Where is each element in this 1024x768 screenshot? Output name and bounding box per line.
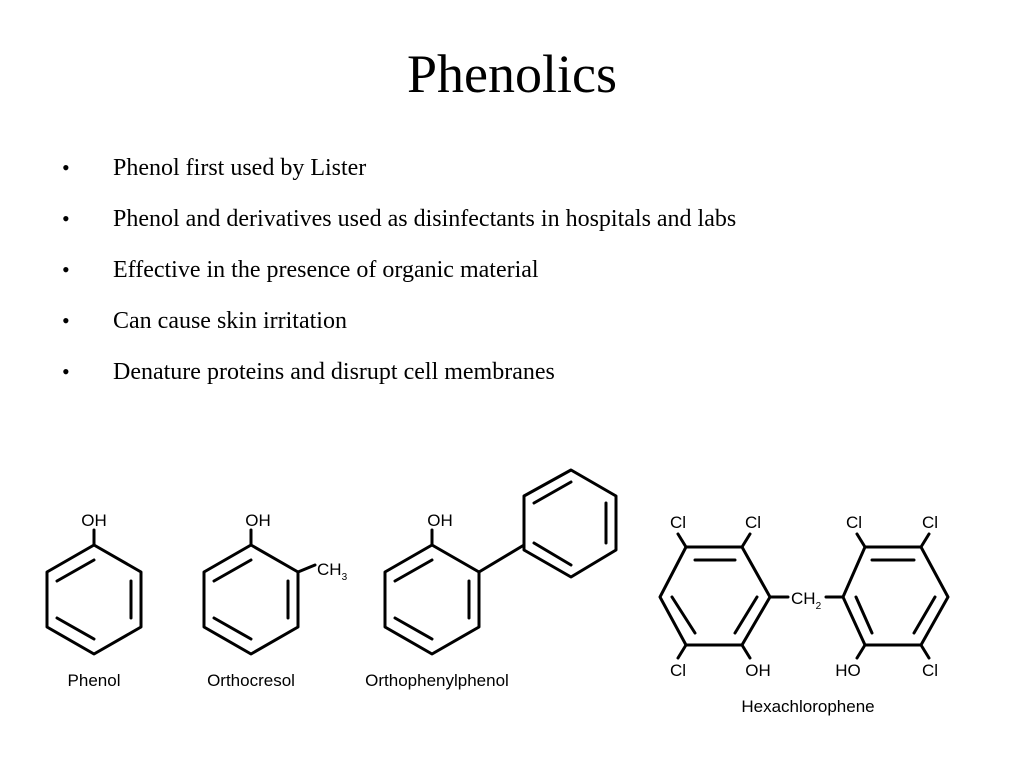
slide-title: Phenolics [407,44,617,104]
bullet-marker: • [62,308,70,333]
chemical-structures-figure [0,440,1024,730]
orthocresol-oh-label: OH [245,511,271,530]
bullet-marker: • [62,206,70,231]
hexachlorophene-cl-label: Cl [669,513,687,532]
hexachlorophene-ho-label: HO [835,661,861,680]
bullet-text: Can cause skin irritation [113,308,347,334]
hexachlorophene-right-ring [843,547,948,645]
orthophenylphenol-upper-ring [524,470,616,577]
hexachlorophene-left-ring [660,547,770,645]
hexachlorophene-cl-bond [742,534,750,547]
orthocresol-caption: Orthocresol [207,671,295,690]
orthophenylphenol-structure [365,470,616,690]
orthophenylphenol-upper-inner-bond [534,543,571,565]
hexachlorophene-oh-label: OH [745,661,771,680]
bullet-marker: • [62,359,70,384]
bullet-marker: • [62,257,70,282]
bullet-text: Phenol and derivatives used as disinfectants in hospitals and labs [113,206,737,232]
bullet-text: Phenol first used by Lister [113,155,367,181]
hexachlorophene-oh-bond [857,645,865,658]
hexachlorophene-cl-bond [857,534,865,547]
hexachlorophene-cl-bond [921,645,929,658]
orthophenylphenol-oh-label: OH [427,511,453,530]
orthocresol-structure [204,511,348,690]
bullet-text: Denature proteins and disrupt cell membranes [113,359,555,385]
hexachlorophene-cl-label: Cl [669,661,687,680]
phenol-structure [47,511,141,690]
hexachlorophene-cl-label: Cl [845,513,863,532]
bullet-text: Effective in the presence of organic material [113,257,539,283]
hexachlorophene-cl-label: Cl [744,513,762,532]
bullet-marker: • [62,155,70,180]
phenol-caption: Phenol [67,671,121,690]
orthophenylphenol-upper-inner-bond [534,482,571,503]
hexachlorophene-caption: Hexachlorophene [741,697,875,716]
hexachlorophene-structure [660,513,948,716]
hexachlorophene-oh-bond [742,645,750,658]
phenol-oh-label: OH [81,511,107,530]
hexachlorophene-bridge-label: $CH_2$ [791,589,822,612]
orthophenylphenol-caption: Orthophenylphenol [365,671,509,690]
hexachlorophene-cl-label: Cl [921,661,939,680]
orthocresol-methyl-bond [298,565,315,572]
orthophenylphenol-link-bond [479,545,524,572]
hexachlorophene-cl-bond [678,534,686,547]
hexachlorophene-cl-bond [921,534,929,547]
hexachlorophene-cl-bond [678,645,686,658]
orthocresol-methyl-label: $CH_3$ [317,560,348,583]
hexachlorophene-cl-label: Cl [921,513,939,532]
